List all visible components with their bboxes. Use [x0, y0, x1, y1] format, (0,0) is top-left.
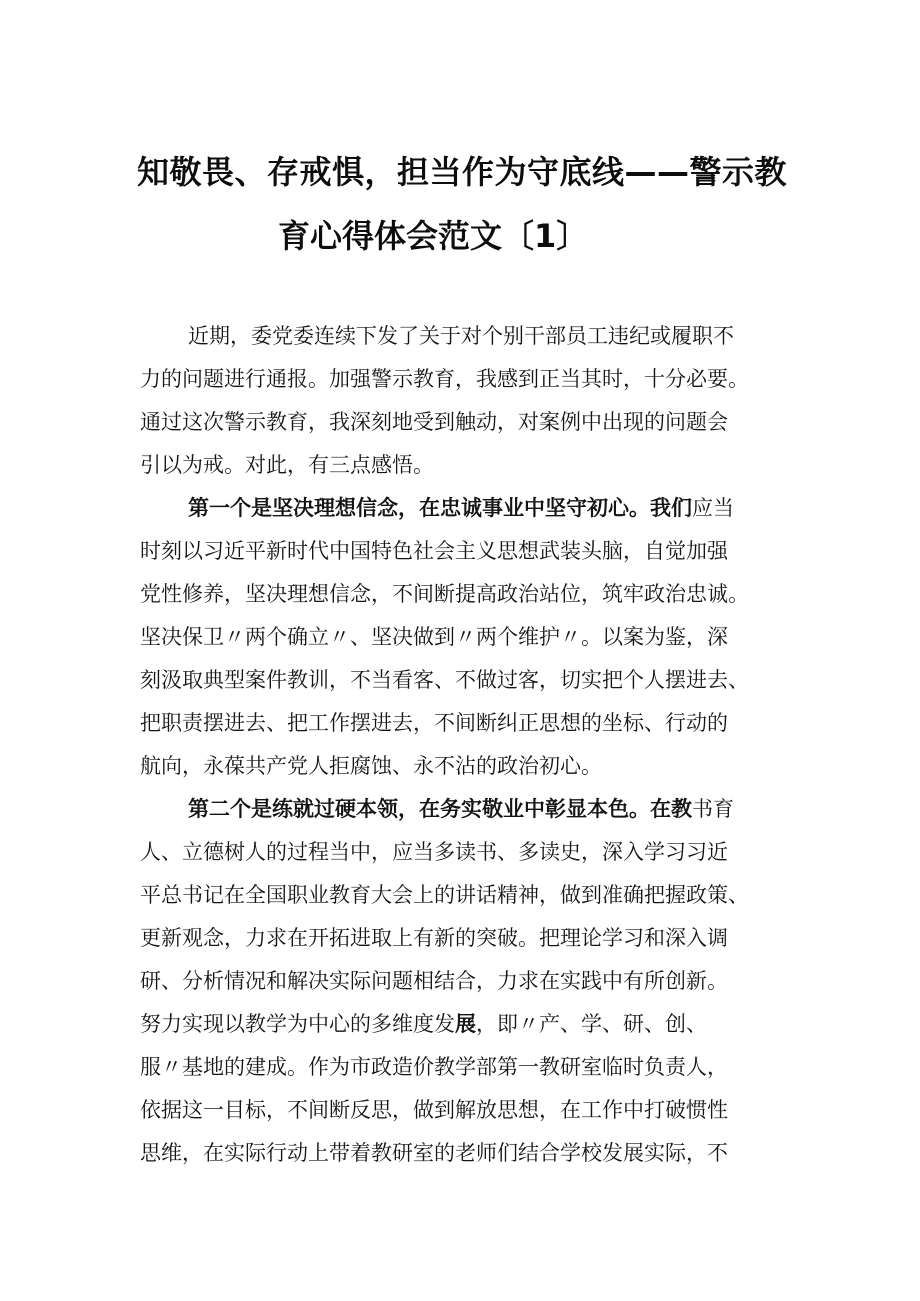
paragraph-3-heading: 第二个是练就过硬本领，在务实敬业中彰显本色。在教: [188, 797, 692, 821]
paragraph-2-line-5: 刻汲取典型案件教训，不当看客、不做过客，切实把个人摆进去、: [140, 668, 749, 692]
paragraph-2-heading: 第一个是坚决理想信念，在忠诚事业中坚守初心。我们: [188, 496, 692, 520]
paragraph-2-line-2: 时刻以习近平新时代中国特色社会主义思想武装头脑，自觉加强: [140, 539, 728, 563]
paragraph-3-line-4: 更新观念，力求在开拓进取上有新的突破。把理论学习和深入调: [140, 926, 728, 950]
paragraph-3-line-2: 人、立德树人的过程当中，应当多读书、多读史，深入学习习近: [140, 840, 728, 864]
paragraph-3-line-3: 平总书记在全国职业教育大会上的讲话精神，做到准确把握政策、: [140, 883, 749, 907]
paragraph-2-line-4: 坚决保卫〃两个确立〃、坚决做到〃两个维护〃。以案为鉴，深: [140, 625, 728, 649]
paragraph-1-line-1: 近期，委党委连续下发了关于对个别干部员工违纪或履职不: [188, 324, 734, 348]
paragraph-1-line-3: 通过这次警示教育，我深刻地受到触动，对案例中出现的问题会: [140, 410, 728, 434]
paragraph-2-line-1: [188, 490, 734, 526]
document-title-line-2: 育心得体会范文〔1〕: [278, 217, 589, 255]
paragraph-3-line-1: [188, 791, 734, 827]
paragraph-1-line-2: 力的问题进行通报。加强警示教育，我感到正当其时，十分必要。: [140, 367, 749, 391]
paragraph-2-line-1-rest: 应当: [692, 496, 734, 520]
paragraph-3-line-1-rest: 书育: [692, 797, 734, 821]
paragraph-3-line-6-post: ，即〃产、学、研、创、: [476, 1012, 707, 1036]
paragraph-3-line-8: 依据这一目标，不间断反思，做到解放思想，在工作中打破惯性: [140, 1098, 728, 1122]
paragraph-3-line-9: 思维，在实际行动上带着教研室的老师们结合学校发展实际，不: [140, 1141, 728, 1165]
paragraph-2-line-6: 把职责摆进去、把工作摆进去，不间断纠正思想的坐标、行动的: [140, 711, 728, 735]
paragraph-2-line-3: 党性修养，坚决理想信念，不间断提高政治站位，筑牢政治忠诚。: [140, 582, 749, 606]
document-title-line-1: 知敬畏、存戒惧，担当作为守底线——警示教: [137, 153, 788, 191]
paragraph-2-line-7: 航向，永葆共产党人拒腐蚀、永不沾的政治初心。: [140, 754, 602, 778]
paragraph-3-line-7: 服〃基地的建成。作为市政造价教学部第一教研室临时负责人，: [140, 1055, 728, 1079]
paragraph-1-line-4: 引以为戒。对此，有三点感悟。: [140, 453, 434, 477]
paragraph-3-line-5: 研、分析情况和解决实际问题相结合，力求在实践中有所创新。: [140, 969, 728, 993]
paragraph-3-line-6: [140, 1006, 707, 1042]
paragraph-3-line-6-pre: 努力实现以教学为中心的多维度发: [140, 1012, 455, 1036]
paragraph-3-line-6-bold: 展: [455, 1012, 476, 1036]
